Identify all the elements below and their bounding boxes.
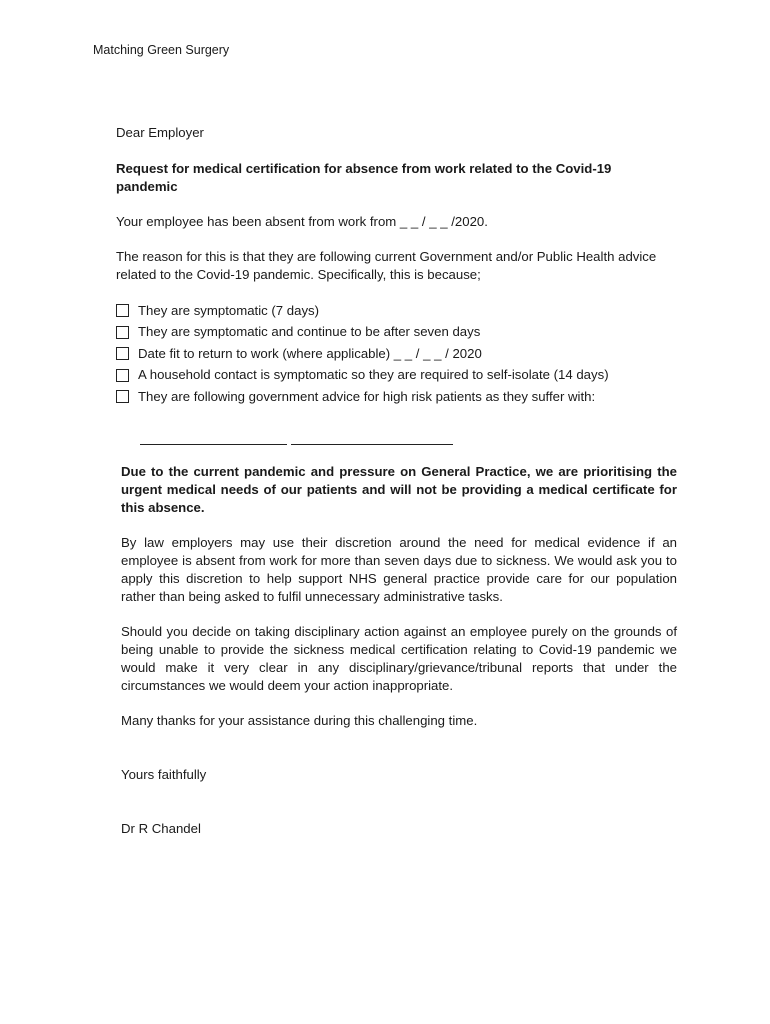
checkbox[interactable] <box>116 369 129 382</box>
disciplinary-paragraph: Should you decide on taking disciplinary action against an employee purely on the grounds of being unable to provide the sickness medical certification relating to Covid-19 pandemic we would make it very clear in any disciplinary/grievance/tribunal reports that under the circumstances we would deem your action inappropriate. <box>121 624 677 693</box>
checkbox[interactable] <box>116 304 129 317</box>
signer-name: Dr R Chandel <box>121 821 201 836</box>
notice-paragraph: Due to the current pandemic and pressure on General Practice, we are prioritising the urgent medical needs of our patients and will not be providing a medical certificate for this absence. <box>121 464 677 515</box>
practice-name: Matching Green Surgery <box>93 43 230 57</box>
checklist-item-label: They are symptomatic and continue to be after seven days <box>138 324 481 340</box>
checklist-item-label: Date fit to return to work (where applicable) _ _ / _ _ / 2020 <box>138 345 482 361</box>
thanks-line: Many thanks for your assistance during this challenging time. <box>121 713 478 728</box>
checklist-item-label: They are following government advice for high risk patients as they suffer with: <box>138 388 596 404</box>
discretion-paragraph: By law employers may use their discretion around the need for medical evidence if an employee is absent from work for more than seven days due to sickness. We would ask you to apply this discretion to help support NHS general practice provide care for our population rather than being asked to fulfil unnecessary administrative tasks. <box>121 535 677 604</box>
checklist-item <box>116 365 676 387</box>
reason-checklist <box>116 300 676 408</box>
checklist-item <box>116 322 676 344</box>
checklist-item <box>116 386 676 408</box>
letter-subject: Request for medical certification for absence from work related to the Covid-19 pandemic <box>116 161 612 194</box>
checkbox[interactable] <box>116 390 129 403</box>
checklist-item <box>116 343 676 365</box>
salutation: Dear Employer <box>116 125 204 140</box>
signoff: Yours faithfully <box>121 767 207 782</box>
checklist-item <box>116 300 676 322</box>
condition-blank-1[interactable] <box>140 430 287 445</box>
absence-date-line[interactable]: Your employee has been absent from work from _ _ / _ _ /2020. <box>116 214 488 229</box>
reason-intro: The reason for this is that they are following current Government and/or Public Health advice related to the Covid-19 pandemic. Specifically, this is because; <box>116 249 657 282</box>
checkbox[interactable] <box>116 326 129 339</box>
checkbox[interactable] <box>116 347 129 360</box>
checklist-item-label: They are symptomatic (7 days) <box>138 302 320 318</box>
letter-body <box>121 463 677 855</box>
condition-fill-lines <box>140 430 676 445</box>
checklist-item-label: A household contact is symptomatic so they are required to self-isolate (14 days) <box>138 367 609 383</box>
letter-top <box>116 124 676 445</box>
condition-blank-2[interactable] <box>291 430 453 445</box>
